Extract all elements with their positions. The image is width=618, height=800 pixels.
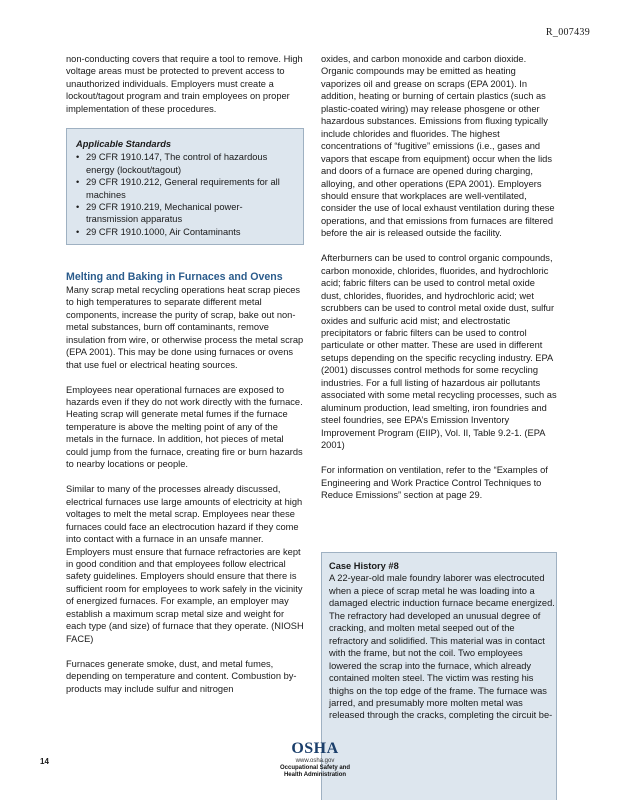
applicable-standards-box (66, 128, 304, 246)
body-paragraph: Furnaces generate smoke, dust, and metal fumes, depending on temperature and content. Combustion by-products may include sulfur and nitrogen (66, 658, 297, 694)
standard-item: • 29 CFR 1910.219, Mechanical power-transmission apparatus (76, 201, 294, 226)
standards-list (76, 151, 294, 238)
left-column (66, 53, 304, 707)
body-paragraph: Similar to many of the processes already discussed, electrical furnaces use large amounts of electricity at high voltages to melt the metal scrap. Employees near these furnaces could face an electrocution hazard if they come into contact with a furnace in an unsafe manner. Employers must ensure that furnace refractories are kept in good condition and that employees follow electrical safety guidelines. Employers should ensure that there is sufficient room for employees to work safely in the vicinity of energized furnaces. For example, an employer may establish a maximum scrap metal size and weight for each type (and size) of furnace that they operate. (NIOSH FACE) (66, 484, 304, 644)
body-paragraph: For information on ventilation, refer to the “Examples of Engineering and Work Practice Control Techniques to Reduce Emissions” section at page 29. (321, 465, 548, 500)
body-paragraph: oxides, and carbon monoxide and carbon dioxide. Organic compounds may be emitted as heating vaporizes oil and grease on scraps (EPA 2001). In addition, heating or burning of certain plastics (such as plastic-coated wiring) may release phosgene or other hazardous substances. Emissions from fluxing typically include chlorides and fluorides. The highest concentrations of “fugitive” emissions (i.e., gases and vapors that escape from equipment) occur when the lids and doors of a furnace are opened during charging, alloying, and other operations (EPA 2001). Employers should ensure that workplaces are well-ventilated, consider the use of local exhaust ventilation during these operations, and that emissions from furnaces are filtered before the air is released outside the facility. (321, 54, 555, 239)
page-number: 14 (40, 757, 49, 766)
page-id: R_007439 (545, 27, 590, 38)
section-heading: Melting and Baking in Furnaces and Ovens (66, 271, 283, 284)
agency-name-line2: Health Administration (283, 772, 347, 778)
body-paragraph: Employees near operational furnaces are exposed to hazards even if they do not work directly with the furnace. Heating scrap will generate metal fumes if the furnace temperature is above the melting point of any of the metals in the furnace. In addition, hot pieces of metal could jump from the furnace, creating fire or burn hazards to nearby locations or people. (66, 384, 303, 470)
osha-logo-text: OSHA (291, 740, 339, 757)
right-column (321, 53, 557, 514)
standard-item: • 29 CFR 1910.147, The control of hazardous energy (lockout/tagout) (76, 151, 294, 176)
standards-title: Applicable Standards (76, 138, 172, 149)
body-paragraph: Many scrap metal recycling operations heat scrap pieces to high temperatures to separate different metal components, increase the purity of scrap, bake out non-metal substances, burn off contaminants, remove insulation from wire, or otherwise process the metal scrap (EPA 2001). This may be done using furnaces or ovens that use fuel or electrical heating sources. (66, 284, 304, 370)
body-paragraph: Afterburners can be used to control organic compounds, carbon monoxide, chlorides, fluorides, and hydrochloric acid; fabric filters can be used to control metal oxide dust, chlorides, fluorides, and hydrochloric acid; wet scrubbers can be used to control metal oxide dust, sulfur oxides and sulfuric acid mist; and electrostatic precipitators or fabric filters can be used to control particulate or other matter. These are used in different setups depending on the specific recycling industry. EPA (2001) discusses control methods for some recycling industries. For a full listing of hazardous air pollutants associated with some metal recycling processes, such as aluminum production, lead smelting, iron foundries and steel foundries, see EPA’s Emission Inventory Improvement Program (EIIP), Vol. II, Table 9.2-1. (EPA 2001) (321, 253, 557, 451)
case-history-box (321, 552, 557, 800)
case-history-title: Case History #8 (329, 561, 399, 571)
standard-item: • 29 CFR 1910.212, General requirements for all machines (76, 176, 294, 201)
agency-name-line1: Occupational Safety and (279, 765, 351, 771)
osha-url: www.osha.gov (295, 758, 335, 764)
case-history-text: A 22-year-old male foundry laborer was electrocuted when a piece of scrap metal he was loading into a damaged electric induction furnace became energized. The refractory had developed an unusual degree of cracking, and molten metal seeped out of the refractory and solidified. This material was in contact with the frame, but not the coil. Two employees lowered the scrap into the furnace, which already contained molten steel. The victim was resting his thighs on the top edge of the frame. The furnace was jarred, and presumably more molten metal was released through the cracks, completing the circuit be- (329, 573, 555, 721)
standard-item: • 29 CFR 1910.1000, Air Contaminants (76, 226, 294, 238)
osha-logo (276, 741, 354, 779)
intro-paragraph: non-conducting covers that require a tool to remove. High voltage areas must be protected to prevent access to unauthorized individuals. Employers must create a lockout/tagout program and train employees on proper implementation of these procedures. (66, 54, 303, 114)
